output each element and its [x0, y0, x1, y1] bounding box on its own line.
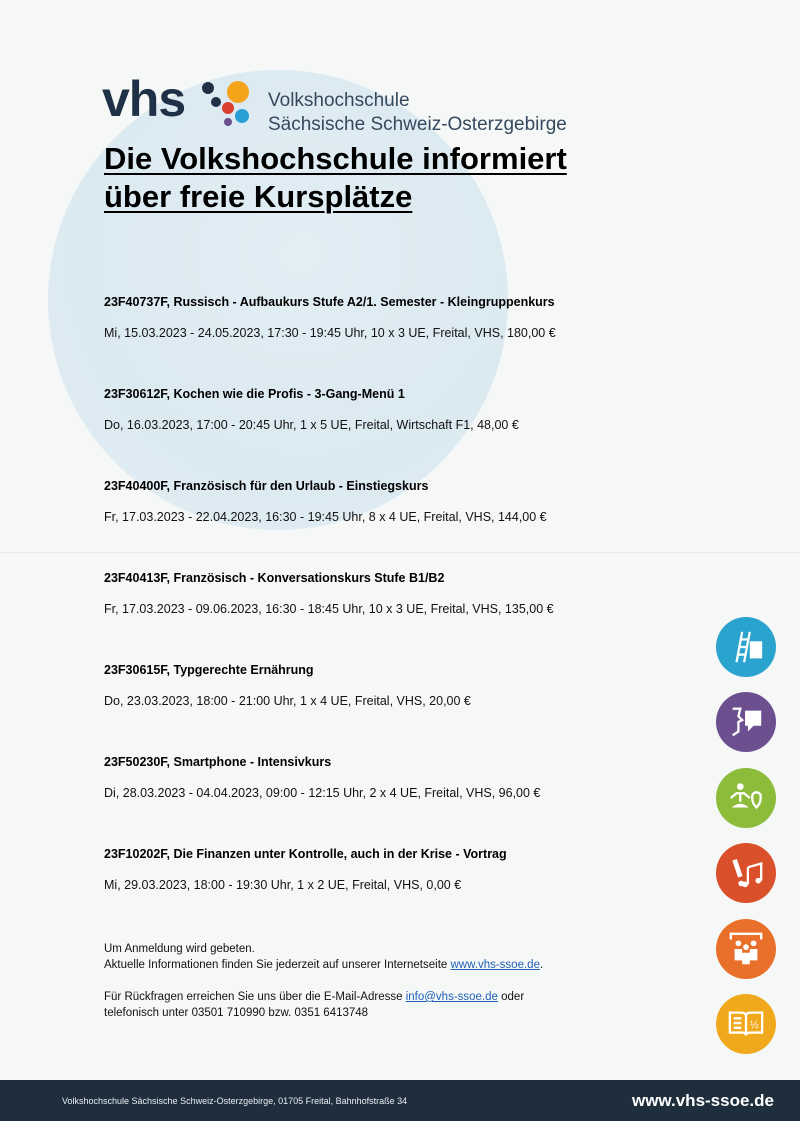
course-title: 23F30615F, Typgerechte Ernährung [104, 663, 314, 677]
contact-note-text: Für Rückfragen erreichen Sie uns über die E-Mail-Adresse [104, 991, 406, 1003]
footer-address: Volkshochschule Sächsische Schweiz-Osterzgebirge, 01705 Freital, Bahnhofstraße 34 [62, 1096, 408, 1106]
info-note-text: Aktuelle Informationen finden Sie jederzeit auf unserer Internetseite [104, 959, 451, 971]
course-list [104, 294, 664, 938]
course-details: Do, 23.03.2023, 18:00 - 21:00 Uhr, 1 x 4 UE, Freital, VHS, 20,00 € [104, 694, 471, 708]
headline-line2: über freie Kursplätze [104, 179, 413, 214]
course-details: Fr, 17.03.2023 - 22.04.2023, 16:30 - 19:45 Uhr, 8 x 4 UE, Freital, VHS, 144,00 € [104, 510, 547, 524]
course-title: 23F10202F, Die Finanzen unter Kontrolle, auch in der Krise - Vortrag [104, 847, 507, 861]
info-note-suffix: . [539, 959, 544, 971]
course-title: 23F40413F, Französisch - Konversationskurs Stufe B1/B2 [104, 571, 445, 585]
info-note [104, 957, 664, 973]
course-details: Fr, 17.03.2023 - 09.06.2023, 16:30 - 18:45 Uhr, 10 x 3 UE, Freital, VHS, 135,00 € [104, 602, 554, 616]
course-title: 23F40400F, Französisch für den Urlaub - Einstiegskurs [104, 479, 429, 493]
footer-url[interactable]: www.vhs-ssoe.de [631, 1091, 774, 1110]
org-name-line1: Volkshochschule [268, 90, 410, 111]
email-link[interactable]: info@vhs-ssoe.de [405, 991, 498, 1003]
org-name-line2: Sächsische Schweiz-Osterzgebirge [268, 114, 567, 135]
headline-line1: Die Volkshochschule informiert [104, 141, 567, 176]
contact-note-suffix: oder [497, 991, 525, 1003]
logo-dots-icon [198, 78, 260, 134]
course-item [104, 386, 664, 478]
phone-note: telefonisch unter 03501 710990 bzw. 0351 6413748 [104, 1007, 369, 1019]
course-item [104, 478, 664, 570]
contact-note [104, 989, 664, 1005]
course-item [104, 846, 664, 938]
course-item [104, 294, 664, 386]
course-title: 23F40737F, Russisch - Aufbaukurs Stufe A2/1. Semester - Kleingruppenkurs [104, 295, 555, 309]
footer-bar [0, 1080, 800, 1121]
meditation-health-icon [716, 768, 776, 828]
people-society-icon [716, 919, 776, 979]
program-area-icons [716, 617, 778, 1069]
ladder-career-icon [716, 617, 776, 677]
course-item [104, 662, 664, 754]
svg-text:½: ½ [749, 1019, 760, 1031]
website-link[interactable]: www.vhs-ssoe.de [450, 959, 540, 971]
course-details: Do, 16.03.2023, 17:00 - 20:45 Uhr, 1 x 5 UE, Freital, Wirtschaft F1, 48,00 € [104, 418, 519, 432]
speech-language-icon [716, 692, 776, 752]
course-details: Mi, 29.03.2023, 18:00 - 19:30 Uhr, 1 x 2 UE, Freital, VHS, 0,00 € [104, 878, 462, 892]
course-title: 23F30612F, Kochen wie die Profis - 3-Gang-Menü 1 [104, 387, 405, 401]
course-title: 23F50230F, Smartphone - Intensivkurs [104, 755, 332, 769]
notes-section [104, 941, 664, 1021]
logo-wordmark: vhs [102, 71, 186, 127]
course-details: Di, 28.03.2023 - 04.04.2023, 09:00 - 12:15 Uhr, 2 x 4 UE, Freital, VHS, 96,00 € [104, 786, 541, 800]
course-details: Mi, 15.03.2023 - 24.05.2023, 17:30 - 19:45 Uhr, 10 x 3 UE, Freital, VHS, 180,00 € [104, 326, 556, 340]
book-basic-education-icon [716, 994, 776, 1054]
course-item [104, 754, 664, 846]
music-culture-icon [716, 843, 776, 903]
page-headline [104, 140, 567, 216]
course-item [104, 570, 664, 662]
registration-note: Um Anmeldung wird gebeten. [104, 943, 255, 955]
